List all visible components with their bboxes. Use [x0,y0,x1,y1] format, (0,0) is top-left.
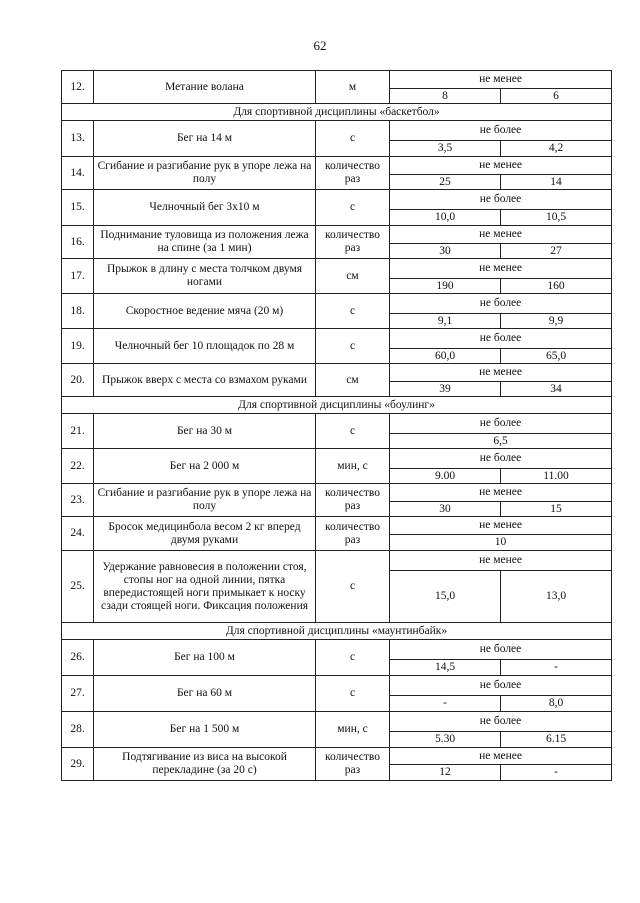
test-number: 19. [62,329,94,364]
test-unit: с [316,676,390,712]
test-value-2: 15 [501,502,612,517]
test-value-1: 39 [390,382,501,397]
test-value-2: 11.00 [501,469,612,484]
test-number: 17. [62,259,94,294]
test-number: 16. [62,226,94,259]
table-row [62,449,612,469]
test-value-1: 25 [390,175,501,190]
test-condition: не более [390,329,612,349]
test-number: 24. [62,517,94,551]
test-condition: не менее [390,259,612,279]
test-name: Бег на 1 500 м [94,712,316,748]
test-name: Прыжок вверх с места со взмахом руками [94,364,316,397]
test-unit: количество раз [316,226,390,259]
section-row [62,623,612,640]
table-row [62,329,612,349]
test-value-1: 9,1 [390,314,501,329]
section-title: Для спортивной дисциплины «боулинг» [62,397,612,414]
test-value-2: 27 [501,244,612,259]
page-number: 62 [313,38,327,53]
test-value-1: 5.30 [390,732,501,748]
test-unit: с [316,121,390,157]
test-name: Бег на 2 000 м [94,449,316,484]
test-unit: с [316,414,390,449]
table-row [62,259,612,279]
table-row [62,71,612,89]
test-number: 12. [62,71,94,104]
test-name: Удержание равновесия в положении стоя, стопы ног на одной линии, пятка впередистоящей ноги примыкает к носку сзади стоящей ноги. Фиксация положения [94,551,316,623]
test-unit: мин, с [316,712,390,748]
test-number: 23. [62,484,94,517]
test-condition: не менее [390,517,612,535]
test-value-2: 160 [501,279,612,294]
test-unit: с [316,551,390,623]
test-value-1: 8 [390,89,501,104]
test-value-2: 8,0 [501,696,612,712]
test-value-1: 190 [390,279,501,294]
norms-table [61,70,612,781]
test-unit: количество раз [316,748,390,781]
section-row [62,104,612,121]
test-value-1: 30 [390,244,501,259]
section-row [62,397,612,414]
test-name: Сгибание и разгибание рук в упоре лежа на полу [94,157,316,190]
test-condition: не более [390,449,612,469]
table-row [62,226,612,244]
test-unit: м [316,71,390,104]
test-condition: не менее [390,484,612,502]
test-value-2: 14 [501,175,612,190]
test-condition: не менее [390,157,612,175]
test-unit: см [316,364,390,397]
test-number: 15. [62,190,94,226]
test-value-1: 10,0 [390,210,501,226]
test-name: Сгибание и разгибание рук в упоре лежа на полу [94,484,316,517]
table-row [62,484,612,502]
table-row [62,640,612,660]
table-row [62,121,612,141]
table-row [62,712,612,732]
table-row [62,414,612,434]
test-value-1: - [390,696,501,712]
test-value-merged: 10 [390,535,612,551]
test-name: Метание волана [94,71,316,104]
section-title: Для спортивной дисциплины «маунтинбайк» [62,623,612,640]
section-title: Для спортивной дисциплины «баскетбол» [62,104,612,121]
test-value-merged: 6,5 [390,434,612,449]
test-unit: количество раз [316,484,390,517]
table-row [62,517,612,535]
test-value-2: 65,0 [501,349,612,364]
test-name: Скоростное ведение мяча (20 м) [94,294,316,329]
test-unit: с [316,294,390,329]
test-number: 14. [62,157,94,190]
test-name: Бег на 60 м [94,676,316,712]
test-condition: не более [390,121,612,141]
test-value-2: 6.15 [501,732,612,748]
test-condition: не более [390,712,612,732]
table-row [62,190,612,210]
test-number: 25. [62,551,94,623]
table-row [62,748,612,765]
test-number: 22. [62,449,94,484]
test-value-1: 12 [390,765,501,781]
test-unit: количество раз [316,157,390,190]
test-condition: не менее [390,748,612,765]
test-value-1: 14,5 [390,660,501,676]
test-condition: не более [390,414,612,434]
test-condition: не менее [390,364,612,382]
test-unit: с [316,640,390,676]
test-unit: количество раз [316,517,390,551]
test-unit: см [316,259,390,294]
test-name: Челночный бег 3х10 м [94,190,316,226]
test-condition: не более [390,190,612,210]
test-value-2: 6 [501,89,612,104]
test-value-2: 10,5 [501,210,612,226]
test-number: 27. [62,676,94,712]
test-value-1: 9.00 [390,469,501,484]
test-value-2: - [501,765,612,781]
test-number: 13. [62,121,94,157]
test-unit: с [316,190,390,226]
test-name: Бег на 14 м [94,121,316,157]
test-value-1: 60,0 [390,349,501,364]
test-name: Бросок медицинбола весом 2 кг вперед двумя руками [94,517,316,551]
test-condition: не более [390,640,612,660]
test-value-2: - [501,660,612,676]
test-condition: не менее [390,71,612,89]
test-name: Прыжок в длину с места толчком двумя ногами [94,259,316,294]
test-value-2: 34 [501,382,612,397]
test-condition: не более [390,294,612,314]
test-number: 20. [62,364,94,397]
test-name: Бег на 30 м [94,414,316,449]
test-condition: не более [390,676,612,696]
test-name: Бег на 100 м [94,640,316,676]
test-number: 28. [62,712,94,748]
table-row [62,551,612,571]
test-condition: не менее [390,226,612,244]
table-row [62,157,612,175]
test-unit: мин, с [316,449,390,484]
test-condition: не менее [390,551,612,571]
test-name: Поднимание туловища из положения лежа на спине (за 1 мин) [94,226,316,259]
test-value-1: 15,0 [390,571,501,623]
test-value-1: 30 [390,502,501,517]
table-row [62,294,612,314]
test-number: 26. [62,640,94,676]
test-value-2: 9,9 [501,314,612,329]
table-row [62,676,612,696]
test-number: 29. [62,748,94,781]
test-number: 18. [62,294,94,329]
test-value-2: 13,0 [501,571,612,623]
test-value-2: 4,2 [501,141,612,157]
test-number: 21. [62,414,94,449]
table-row [62,364,612,382]
norms-table-body [62,71,612,781]
test-name: Челночный бег 10 площадок по 28 м [94,329,316,364]
test-value-1: 3,5 [390,141,501,157]
test-unit: с [316,329,390,364]
test-name: Подтягивание из виса на высокой перекладине (за 20 с) [94,748,316,781]
